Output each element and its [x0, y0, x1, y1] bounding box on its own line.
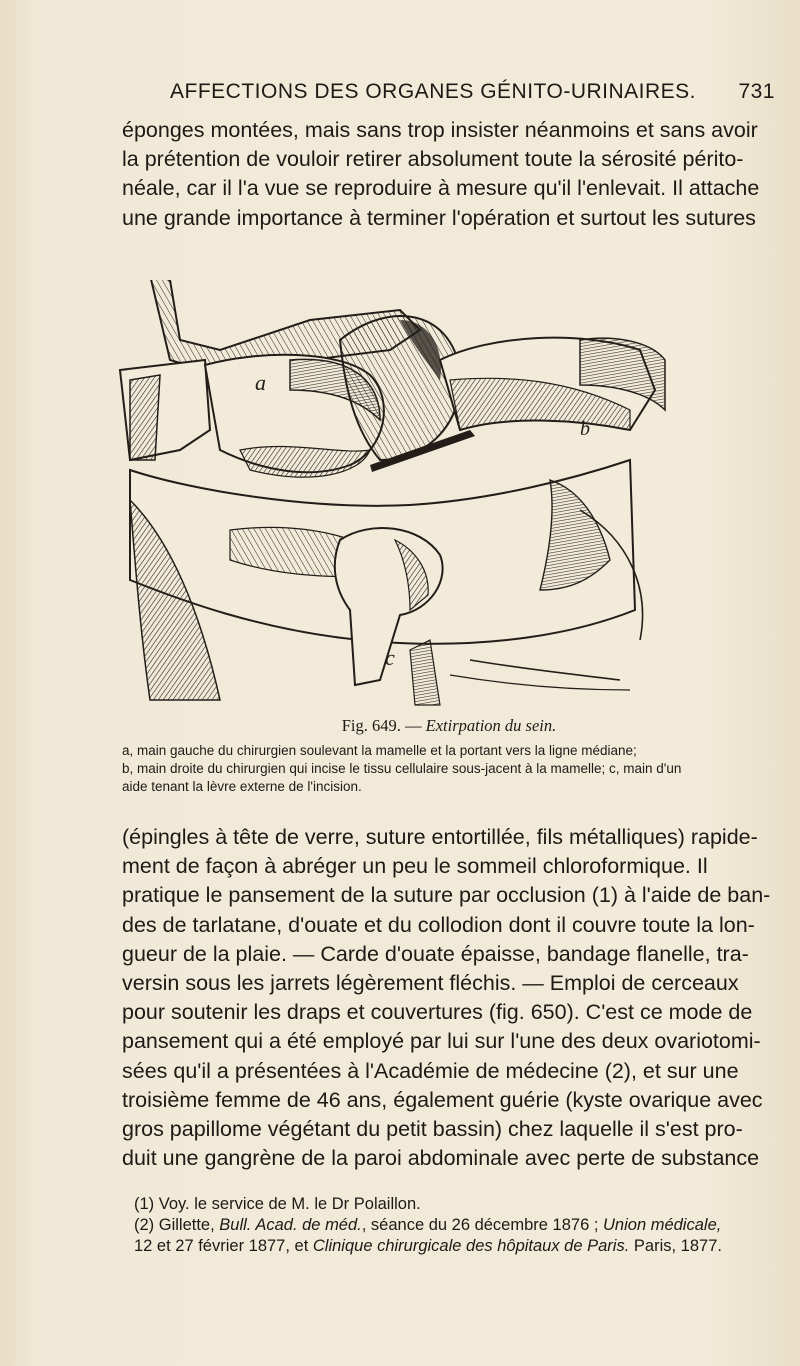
figure-title: Extirpation du sein.: [425, 716, 557, 735]
text-line: pour soutenir les draps et couvertures (fig. 650). C'est ce mode de: [122, 1000, 753, 1025]
footnote-2: (2) Gillette, Bull. Acad. de méd., séance du 26 décembre 1876 ; Union médicale,: [134, 1216, 722, 1234]
text-line: la prétention de vouloir retirer absolument toute la sérosité périto-: [122, 147, 744, 172]
text-line: gros papillome végétant du petit bassin) chez laquelle il s'est pro-: [122, 1117, 743, 1142]
footnote-1: (1) Voy. le service de M. le Dr Polaillon.: [134, 1195, 421, 1213]
figure-caption: [122, 716, 776, 736]
marker-c: c: [385, 645, 395, 670]
text-line: duit une gangrène de la paroi abdominale avec perte de substance: [122, 1146, 760, 1171]
text-line: néale, car il l'a vue se reproduire à mesure qu'il l'enlevait. Il attache: [122, 176, 760, 201]
text-line: versin sous les jarrets légèrement fléchis. — Emploi de cerceaux: [122, 971, 739, 996]
legend-line: b, main droite du chirurgien qui incise le tissu cellulaire sous-jacent à la mamelle; c, main d'un: [122, 761, 682, 776]
header-title: AFFECTIONS DES ORGANES GÉNITO-URINAIRES.: [170, 80, 697, 103]
marker-a: a: [255, 370, 266, 395]
text-line: ment de façon à abréger un peu le sommeil chloroformique. Il: [122, 854, 708, 879]
text-line: sées qu'il a présentées à l'Académie de médecine (2), et sur une: [122, 1058, 739, 1083]
legend-line: a, main gauche du chirurgien soulevant la mamelle et la portant vers la ligne médiane;: [122, 743, 637, 758]
text-line: (épingles à tête de verre, suture entortillée, fils métalliques) rapide-: [122, 825, 758, 849]
footnotes: [134, 1194, 774, 1257]
page-number: 731: [738, 80, 775, 103]
legend-line: aide tenant la lèvre externe de l'incision.: [122, 779, 362, 794]
text-line: gueur de la plaie. — Carde d'ouate épaisse, bandage flanelle, tra-: [122, 941, 749, 966]
figure-legend: [122, 742, 776, 796]
paragraph-top: [122, 116, 776, 233]
text-line: pratique le pansement de la suture par occlusion (1) à l'aide de ban-: [122, 883, 771, 908]
text-line: troisième femme de 46 ans, également guérie (kyste ovarique avec: [122, 1087, 763, 1112]
paragraph-bottom: [122, 823, 776, 1173]
surgical-illustration: [110, 280, 670, 710]
text-line: pansement qui a été employé par lui sur l'une des deux ovariotomi-: [122, 1029, 761, 1054]
text-line: des de tarlatane, d'ouate et du collodion dont il couvre toute la lon-: [122, 912, 755, 937]
footnote-2-continued: 12 et 27 février 1877, et Clinique chirurgicale des hôpitaux de Paris. Paris, 1877.: [134, 1237, 722, 1255]
text-line: éponges montées, mais sans trop insister néanmoins et sans avoir: [122, 118, 758, 142]
marker-b: b: [580, 418, 590, 440]
text-line: une grande importance à terminer l'opération et surtout les sutures: [122, 205, 756, 230]
figure-number: Fig. 649. —: [341, 716, 422, 735]
